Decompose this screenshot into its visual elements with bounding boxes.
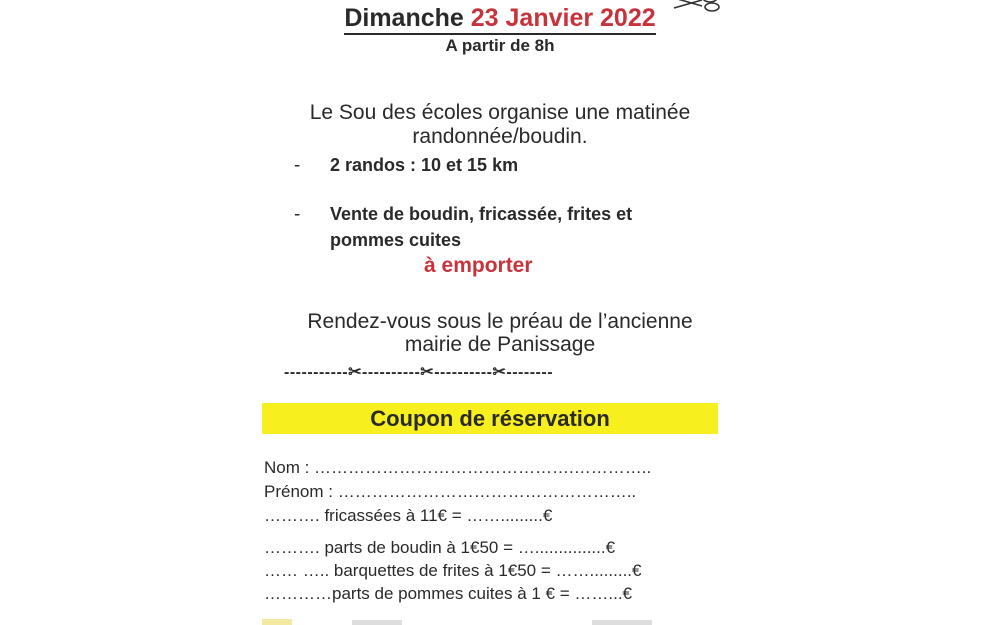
order-line-fricassees: ………. fricassées à 11€ = …….........€ — [264, 506, 553, 525]
prenom-field: Prénom : …………………………………………….. — [264, 482, 637, 501]
event-day: Dimanche — [344, 4, 464, 32]
nom-field: Nom : ……………………………………….………….. — [264, 458, 652, 477]
takeaway-label: à emporter — [424, 254, 533, 277]
bullet-vente-line-2: pommes cuites — [330, 230, 462, 250]
cropped-next-line-marks — [262, 616, 722, 625]
order-line-frites: …… ….. barquettes de frites à 1€50 = …….........€ — [264, 561, 642, 580]
bullet-dash: - — [294, 155, 301, 176]
order-line-pommes: …………parts de pommes cuites à 1 € = ……...€ — [264, 584, 632, 603]
order-line-boudin: ………. parts de boudin à 1€50 = …...............€ — [264, 538, 616, 557]
rendezvous-line-1: Rendez-vous sous le préau de l’ancienne — [307, 310, 693, 333]
cut-here-line: -----------✂----------✂----------✂-------- — [284, 364, 554, 381]
date-underline — [344, 4, 655, 35]
rendezvous-line-2: mairie de Panissage — [404, 333, 596, 356]
bullet-vente-line-1: Vente de boudin, fricassée, frites et — [330, 204, 633, 224]
event-time: A partir de 8h — [445, 36, 555, 55]
event-date: 23 Janvier 2022 — [470, 4, 656, 32]
coupon-title: Coupon de réservation — [370, 406, 610, 431]
event-date-heading — [0, 4, 1000, 33]
intro-line-1: Le Sou des écoles organise une matinée — [309, 101, 691, 124]
bullet-randos: 2 randos : 10 et 15 km — [330, 155, 519, 175]
bullet-dash: - — [294, 204, 301, 225]
intro-line-2: randonnée/boudin. — [412, 125, 588, 148]
